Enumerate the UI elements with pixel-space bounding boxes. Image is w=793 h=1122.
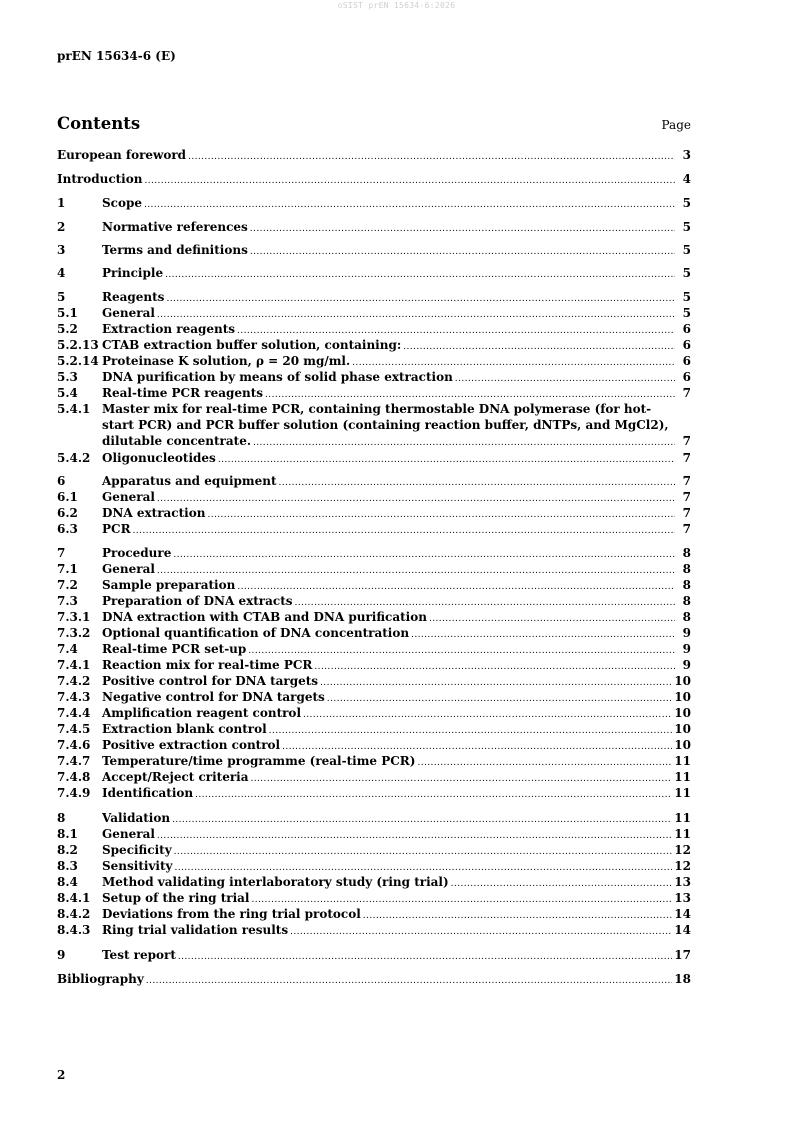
toc-title: Real-time PCR set-up <box>102 642 247 656</box>
dot-leader <box>250 221 675 237</box>
toc-page: 8 <box>682 610 691 624</box>
toc-title: Validation <box>102 811 171 825</box>
toc-title: Accept/Reject criteria <box>102 770 249 784</box>
dot-leader <box>144 173 675 189</box>
dot-leader <box>253 435 675 451</box>
watermark: oSIST prEN 15634-6:2026 <box>337 1 456 10</box>
toc-title: General <box>102 827 155 841</box>
toc-title: Bibliography <box>57 972 144 986</box>
toc-page: 5 <box>682 220 691 234</box>
toc-entry-7-4-6[interactable] <box>57 737 691 753</box>
toc-title: Principle <box>102 266 164 280</box>
toc-number: 5.4.2 <box>57 451 91 465</box>
toc-entry-5[interactable] <box>57 289 691 305</box>
toc-page: 4 <box>682 172 691 186</box>
toc-title: Proteinase K solution, ρ = 20 mg/ml. <box>102 354 351 368</box>
toc-number: 7.2 <box>57 578 78 592</box>
toc-title: Introduction <box>57 172 143 186</box>
toc-number: 1 <box>57 196 66 210</box>
toc-title: DNA extraction <box>102 506 206 520</box>
toc-title: Ring trial validation results <box>102 923 289 937</box>
toc-number: 7.3.2 <box>57 626 91 640</box>
toc-entry-6[interactable] <box>57 473 691 489</box>
toc-number: 5.1 <box>57 306 78 320</box>
toc-number: 7.4.3 <box>57 690 91 704</box>
toc-entry-6-3[interactable] <box>57 521 691 537</box>
toc-number: 5.2.14 <box>57 354 99 368</box>
toc-title: CTAB extraction buffer solution, containing: <box>102 338 402 352</box>
toc-title: General <box>102 490 155 504</box>
toc-page: 5 <box>682 266 691 280</box>
toc-page: 12 <box>674 843 691 857</box>
toc-entry-7-4-1[interactable] <box>57 657 691 673</box>
toc-entry-5-4-2[interactable] <box>57 450 691 466</box>
dot-leader <box>250 244 675 260</box>
toc-title: Oligonucleotides <box>102 451 216 465</box>
toc-title: Terms and definitions <box>102 243 248 257</box>
toc-title: Positive control for DNA targets <box>102 674 319 688</box>
toc-entry-4[interactable] <box>57 265 691 281</box>
toc-page: 8 <box>682 546 691 560</box>
toc-page: 6 <box>682 338 691 352</box>
toc-entry-7-2[interactable] <box>57 577 691 593</box>
dot-leader <box>290 924 672 940</box>
toc-title: Preparation of DNA extracts <box>102 594 293 608</box>
toc-entry-8[interactable] <box>57 810 691 826</box>
toc-page: 13 <box>674 891 691 905</box>
toc-number: 7.4.4 <box>57 706 91 720</box>
contents-title: Contents <box>57 114 141 133</box>
toc-page: 3 <box>682 148 691 162</box>
toc-title-line: Master mix for real-time PCR, containing thermostable DNA polymerase (for hot- <box>102 402 652 416</box>
toc-entry-1[interactable] <box>57 195 691 211</box>
toc-title: Sample preparation <box>102 578 236 592</box>
toc-number: 7 <box>57 546 66 560</box>
dot-leader <box>165 267 675 283</box>
toc-entry-8-1[interactable] <box>57 826 691 842</box>
toc-title: European foreword <box>57 148 187 162</box>
toc-page: 9 <box>682 626 691 640</box>
toc-entry-5-2-13[interactable] <box>57 337 691 353</box>
toc-page: 7 <box>682 434 691 448</box>
toc-page: 7 <box>682 490 691 504</box>
page-number: 2 <box>57 1068 66 1082</box>
toc-entry-8-4-3[interactable] <box>57 922 691 938</box>
toc-page: 5 <box>682 243 691 257</box>
toc-entry-7-3[interactable] <box>57 593 691 609</box>
toc-page: 10 <box>674 738 691 752</box>
toc-page: 5 <box>682 290 691 304</box>
toc-page: 6 <box>682 322 691 336</box>
toc-number: 9 <box>57 948 66 962</box>
toc-title: Apparatus and equipment <box>102 474 277 488</box>
toc-number: 5.4 <box>57 386 78 400</box>
toc-entry-7-1[interactable] <box>57 561 691 577</box>
toc-title: Amplification reagent control <box>102 706 301 720</box>
toc-title: Test report <box>102 948 176 962</box>
toc-entry-9[interactable] <box>57 947 691 963</box>
document-id: prEN 15634-6 (E) <box>57 49 176 63</box>
toc-number: 2 <box>57 220 66 234</box>
toc-number: 7.3 <box>57 594 78 608</box>
toc-number: 6 <box>57 474 66 488</box>
toc-title: Specificity <box>102 843 172 857</box>
toc-entry-7-3-1[interactable] <box>57 609 691 625</box>
toc-page: 10 <box>674 690 691 704</box>
dot-leader <box>178 949 672 965</box>
toc-number: 8.4.1 <box>57 891 91 905</box>
toc-title: DNA purification by means of solid phase extraction <box>102 370 453 384</box>
toc-number: 7.4.6 <box>57 738 91 752</box>
toc-number: 8.4 <box>57 875 78 889</box>
toc-number: 7.4 <box>57 642 78 656</box>
toc-number: 7.3.1 <box>57 610 91 624</box>
toc-title: Optional quantification of DNA concentration <box>102 626 410 640</box>
toc-title: Deviations from the ring trial protocol <box>102 907 361 921</box>
toc-number: 7.4.9 <box>57 786 91 800</box>
toc-entry-5-4[interactable] <box>57 385 691 401</box>
toc-title: Method validating interlaboratory study (ring trial) <box>102 875 449 889</box>
toc-number: 7.4.5 <box>57 722 91 736</box>
toc-page: 10 <box>674 706 691 720</box>
toc-page: 7 <box>682 386 691 400</box>
toc-entry-7-4-3[interactable] <box>57 689 691 705</box>
toc-page: 11 <box>674 827 691 841</box>
toc-entry-7-4-2[interactable] <box>57 673 691 689</box>
toc-number: 7.4.8 <box>57 770 91 784</box>
toc-entry-7-4-7[interactable] <box>57 753 691 769</box>
toc-title-line: dilutable concentrate. <box>102 434 252 448</box>
toc-entry-european-foreword[interactable] <box>57 147 691 163</box>
toc-number: 7.1 <box>57 562 78 576</box>
toc-number: 6.3 <box>57 522 78 536</box>
toc-title: Negative control for DNA targets <box>102 690 325 704</box>
toc-title: PCR <box>102 522 131 536</box>
toc-page: 18 <box>674 972 691 986</box>
toc-entry-5-2-14[interactable] <box>57 353 691 369</box>
toc-entry-8-4-2[interactable] <box>57 906 691 922</box>
toc-title: Setup of the ring trial <box>102 891 250 905</box>
toc-entry-7-4-5[interactable] <box>57 721 691 737</box>
toc-page: 12 <box>674 859 691 873</box>
toc-number: 5.4.1 <box>57 402 91 416</box>
toc-page: 13 <box>674 875 691 889</box>
toc-title: Normative references <box>102 220 248 234</box>
toc-entry-6-1[interactable] <box>57 489 691 505</box>
toc-title: Reaction mix for real-time PCR <box>102 658 313 672</box>
toc-number: 8 <box>57 811 66 825</box>
toc-title: Extraction blank control <box>102 722 267 736</box>
toc-number: 5.3 <box>57 370 78 384</box>
toc-page: 8 <box>682 594 691 608</box>
dot-leader <box>133 523 675 539</box>
dot-leader <box>218 452 675 468</box>
toc-title: Positive extraction control <box>102 738 281 752</box>
page-column-label: Page <box>661 118 691 132</box>
toc-page: 11 <box>674 811 691 825</box>
toc-title: Real-time PCR reagents <box>102 386 264 400</box>
toc-page: 10 <box>674 674 691 688</box>
toc-entry-5-1[interactable] <box>57 305 691 321</box>
toc-number: 8.4.2 <box>57 907 91 921</box>
toc-entry-2[interactable] <box>57 219 691 235</box>
toc-page: 8 <box>682 578 691 592</box>
toc-entry-7-4-9[interactable] <box>57 785 691 801</box>
toc-number: 3 <box>57 243 66 257</box>
dot-leader <box>188 149 675 165</box>
toc-page: 11 <box>674 770 691 784</box>
toc-page: 7 <box>682 474 691 488</box>
toc-page: 8 <box>682 562 691 576</box>
toc-page: 14 <box>674 907 691 921</box>
toc-page: 7 <box>682 522 691 536</box>
toc-page: 9 <box>682 658 691 672</box>
dot-leader <box>195 787 672 803</box>
toc-entry-7-4-8[interactable] <box>57 769 691 785</box>
toc-entry-8-4[interactable] <box>57 874 691 890</box>
toc-title: Procedure <box>102 546 172 560</box>
toc-entry-7-3-2[interactable] <box>57 625 691 641</box>
toc-number: 7.4.1 <box>57 658 91 672</box>
toc-title: DNA extraction with CTAB and DNA purification <box>102 610 427 624</box>
toc-title: Reagents <box>102 290 165 304</box>
toc-number: 7.4.2 <box>57 674 91 688</box>
toc-entry-5-3[interactable] <box>57 369 691 385</box>
toc-entry-8-2[interactable] <box>57 842 691 858</box>
toc-number: 8.4.3 <box>57 923 91 937</box>
toc-number: 5.2 <box>57 322 78 336</box>
toc-entry-7-4[interactable] <box>57 641 691 657</box>
toc-title: Identification <box>102 786 194 800</box>
toc-entry-5-2[interactable] <box>57 321 691 337</box>
toc-title: Temperature/time programme (real-time PCR) <box>102 754 416 768</box>
toc-title: Scope <box>102 196 143 210</box>
toc-entry-8-3[interactable] <box>57 858 691 874</box>
toc-title: General <box>102 306 155 320</box>
toc-number: 8.1 <box>57 827 78 841</box>
toc-page: 9 <box>682 642 691 656</box>
toc-page: 5 <box>682 306 691 320</box>
toc-title: General <box>102 562 155 576</box>
toc-page: 14 <box>674 923 691 937</box>
toc-page: 7 <box>682 506 691 520</box>
toc-number: 4 <box>57 266 66 280</box>
toc-page: 5 <box>682 196 691 210</box>
toc-page: 6 <box>682 354 691 368</box>
toc-entry-7[interactable] <box>57 545 691 561</box>
dot-leader <box>144 197 675 213</box>
toc-title: Extraction reagents <box>102 322 236 336</box>
toc-page: 17 <box>674 948 691 962</box>
toc-entry-7-4-4[interactable] <box>57 705 691 721</box>
toc-entry-introduction[interactable] <box>57 171 691 187</box>
toc-number: 8.3 <box>57 859 78 873</box>
toc-number: 5.2.13 <box>57 338 99 352</box>
toc-entry-6-2[interactable] <box>57 505 691 521</box>
dot-leader <box>146 973 673 989</box>
toc-number: 8.2 <box>57 843 78 857</box>
toc-title-line: start PCR) and PCR buffer solution (containing reaction buffer, dNTPs, and MgCl2), <box>102 418 669 432</box>
toc-page: 6 <box>682 370 691 384</box>
toc-entry-8-4-1[interactable] <box>57 890 691 906</box>
toc-page: 7 <box>682 451 691 465</box>
toc-page: 10 <box>674 722 691 736</box>
toc-page: 11 <box>674 786 691 800</box>
toc-number: 6.2 <box>57 506 78 520</box>
toc-entry-3[interactable] <box>57 242 691 258</box>
toc-entry-bibliography[interactable] <box>57 971 691 987</box>
toc-page: 11 <box>674 754 691 768</box>
toc-title: Sensitivity <box>102 859 173 873</box>
toc-number: 6.1 <box>57 490 78 504</box>
toc-number: 7.4.7 <box>57 754 91 768</box>
toc-number: 5 <box>57 290 66 304</box>
